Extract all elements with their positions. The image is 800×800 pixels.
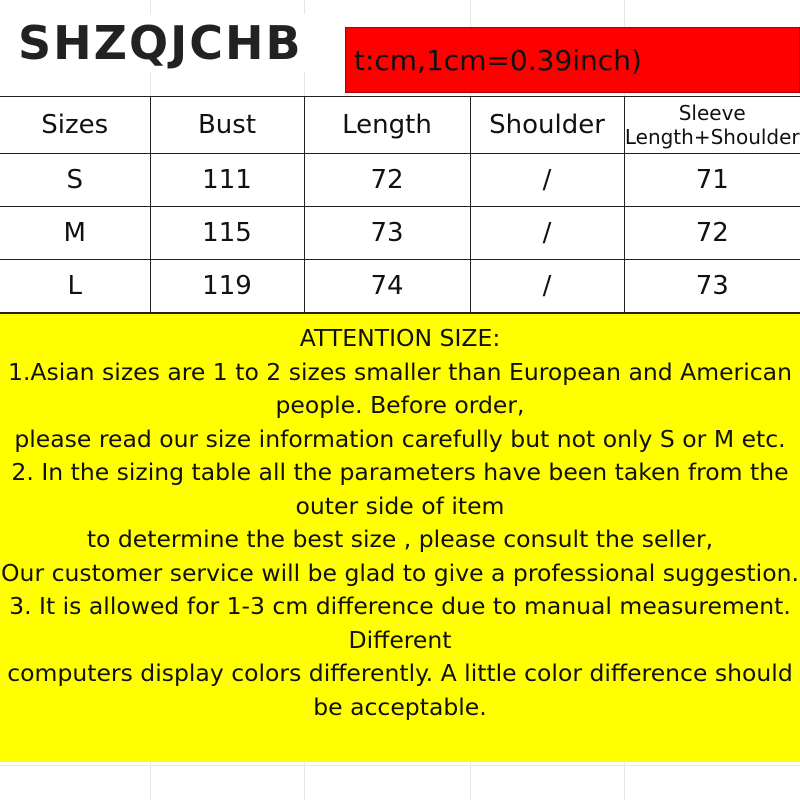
column-header-sizes: Sizes [0, 97, 150, 154]
cell-length: 72 [304, 154, 470, 207]
column-header-sleeve [624, 97, 800, 154]
table-row [0, 154, 800, 207]
grid-line [0, 765, 800, 766]
notice-line: 1.Asian sizes are 1 to 2 sizes smaller than European and American [8, 357, 792, 386]
cell-shoulder: / [470, 260, 624, 313]
notice-heading: ATTENTION SIZE: [299, 324, 501, 352]
table-row [0, 260, 800, 313]
cell-shoulder: / [470, 207, 624, 260]
notice-line: be acceptable. [313, 692, 487, 721]
cell-size: L [0, 260, 150, 313]
sleeve-header-line-2: Length+Shoulder [624, 125, 800, 149]
notice-line: to determine the best size , please consult the seller, [86, 525, 714, 553]
notice-line: Different [348, 625, 452, 654]
cell-size: S [0, 154, 150, 207]
attention-notice [0, 312, 800, 762]
cell-sleeve: 73 [624, 260, 800, 313]
cell-length: 73 [304, 207, 470, 260]
table-header-row [0, 97, 800, 154]
notice-line: people. Before order, [275, 391, 525, 419]
notice-line: Our customer service will be glad to give a professional suggestion. [1, 558, 799, 587]
table-row [0, 207, 800, 260]
column-header-bust: Bust [150, 97, 304, 154]
size-table [0, 96, 800, 313]
unit-note-banner [345, 27, 800, 93]
cell-shoulder: / [470, 154, 624, 207]
notice-line: 2. In the sizing table all the parameters have been taken from the [11, 458, 789, 486]
column-header-shoulder: Shoulder [470, 97, 624, 154]
cell-bust: 119 [150, 260, 304, 313]
cell-length: 74 [304, 260, 470, 313]
notice-line: computers display colors differently. A little color difference should [7, 659, 793, 687]
sleeve-header-line-1: Sleeve [678, 101, 746, 125]
cell-size: M [0, 207, 150, 260]
cell-sleeve: 71 [624, 154, 800, 207]
cell-bust: 115 [150, 207, 304, 260]
unit-note-text: t:cm,1cm=0.39inch) [354, 43, 642, 77]
cell-bust: 111 [150, 154, 304, 207]
notice-line: 3. It is allowed for 1-3 cm difference due to manual measurement. [9, 592, 791, 620]
notice-line: please read our size information carefully but not only S or M etc. [14, 424, 786, 453]
column-header-length: Length [304, 97, 470, 154]
cell-sleeve: 72 [624, 207, 800, 260]
notice-line: outer side of item [295, 491, 505, 520]
brand-watermark: SHZQJCHB [6, 14, 315, 72]
